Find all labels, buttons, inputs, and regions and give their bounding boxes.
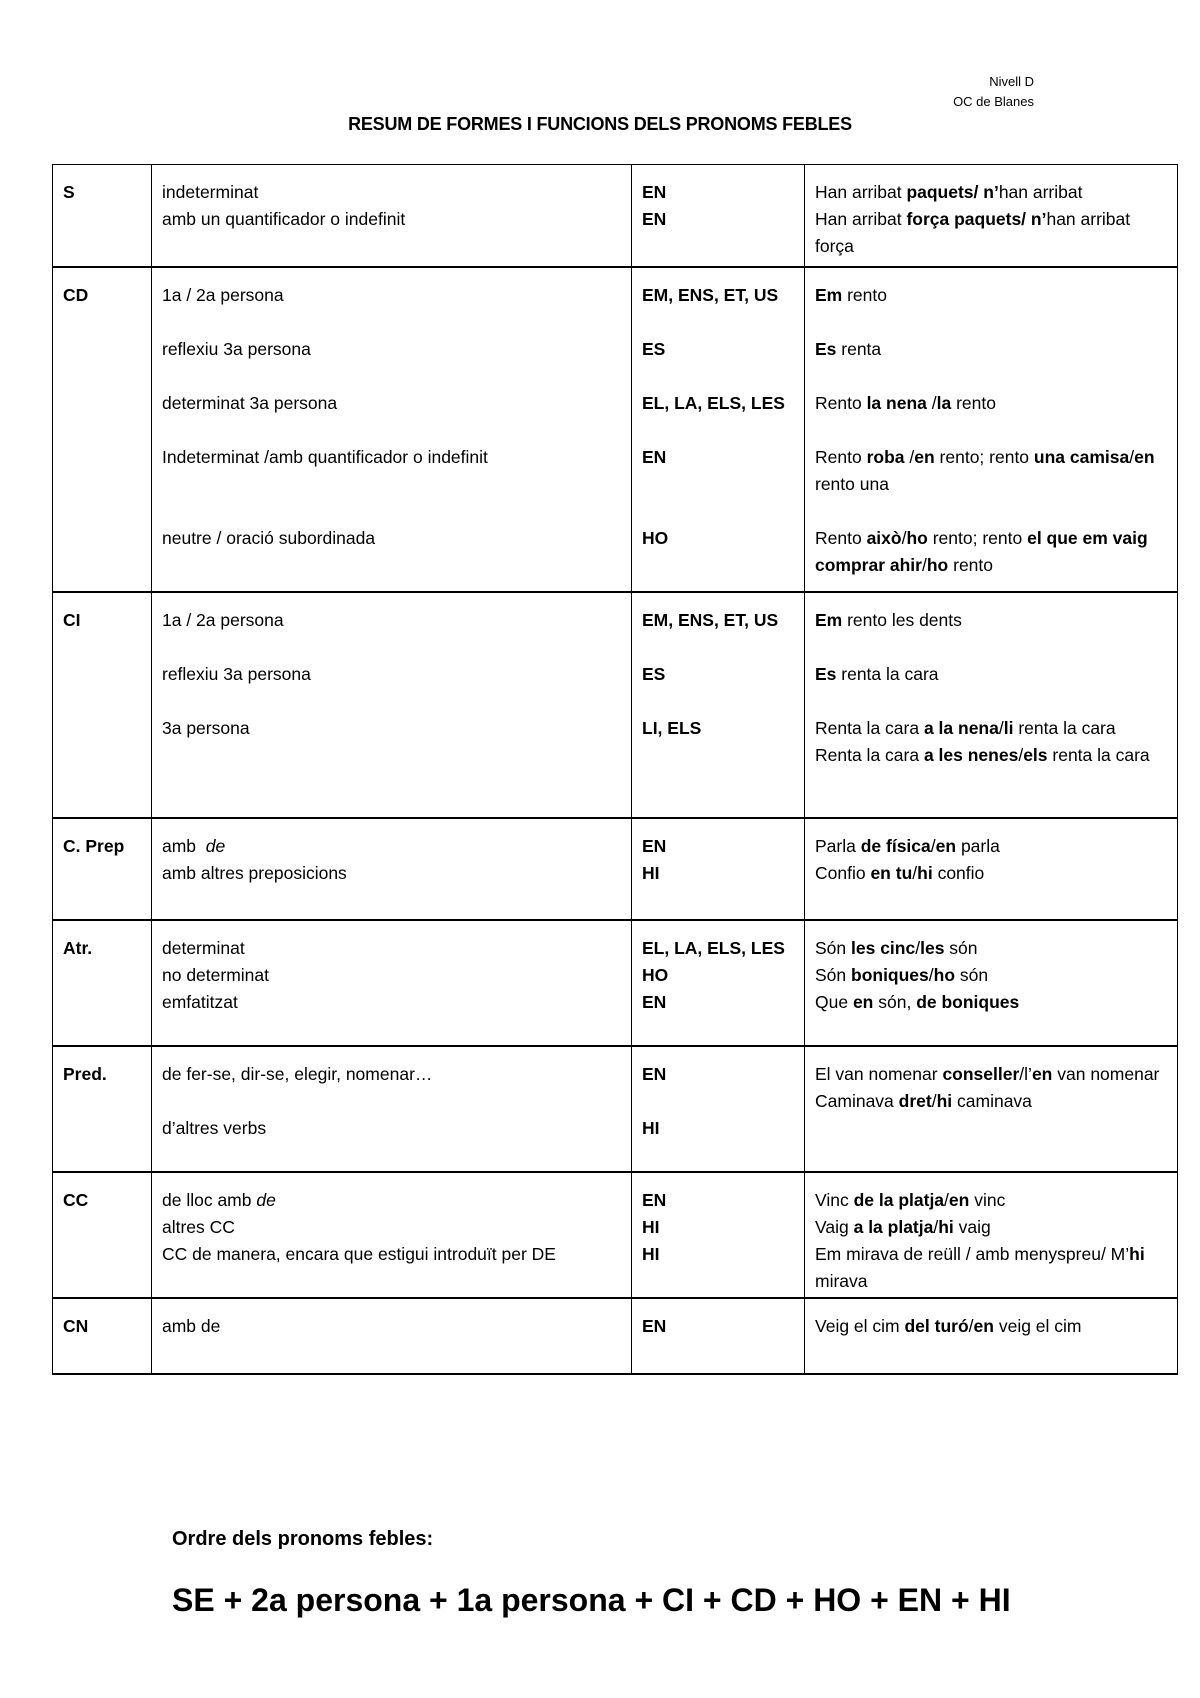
usage-description: determinat (162, 937, 245, 958)
description-cell (152, 1172, 632, 1298)
example-sentence: Rento la nena /la rento (815, 392, 996, 413)
function-cell (53, 1172, 152, 1298)
description-cell (152, 165, 632, 267)
function-label: S (63, 182, 75, 202)
function-label: Pred. (63, 1063, 107, 1084)
usage-description: de lloc amb de (162, 1189, 276, 1210)
example-cell (805, 920, 1178, 1046)
pronoun-form: EL, LA, ELS, LES (642, 937, 785, 958)
table-row (53, 1298, 1178, 1374)
function-cell (53, 1298, 152, 1374)
pronoun-form: ES (642, 338, 666, 359)
usage-description: 1a / 2a persona (162, 609, 284, 630)
example-cell (805, 267, 1178, 592)
function-label: C. Prep (63, 835, 125, 856)
function-label: CN (63, 1315, 89, 1336)
function-cell (53, 818, 152, 920)
function-label: CD (63, 284, 89, 305)
pronoun-form: EM, ENS, ET, US (642, 284, 779, 305)
function-cell (53, 165, 152, 267)
example-cell (805, 1046, 1178, 1172)
example-sentence: Renta la cara a la nena/li renta la cara (815, 717, 1116, 738)
description-cell (152, 1046, 632, 1172)
pronoun-form: EN (642, 991, 667, 1012)
example-sentence: Em rento les dents (815, 609, 962, 630)
example-sentence: Parla de física/en parla (815, 835, 1000, 856)
pronoun-form: HO (642, 964, 669, 985)
pronoun-form: EN (642, 1189, 667, 1210)
pronoun-cell (632, 1172, 805, 1298)
usage-description: reflexiu 3a persona (162, 663, 311, 684)
header-info (953, 72, 1034, 112)
description-cell (152, 818, 632, 920)
example-sentence: Rento roba /en rento; rento una camisa/en rento una (815, 446, 1155, 494)
pronoun-cell (632, 267, 805, 592)
example-sentence: Rento això/ho rento; rento el que em vaig comprar ahir/ho rento (815, 527, 1148, 575)
pronoun-form: EN (642, 446, 667, 467)
function-label: CI (63, 609, 81, 630)
function-label: CC (63, 1189, 89, 1210)
example-sentence: Han arribat paquets/ n’han arribat (815, 182, 1083, 202)
center-label: OC de Blanes (953, 94, 1034, 109)
usage-description: 1a / 2a persona (162, 284, 284, 305)
pronoun-form: HI (642, 862, 660, 883)
pronoun-cell (632, 592, 805, 818)
example-cell (805, 818, 1178, 920)
table-row (53, 920, 1178, 1046)
pronoun-form: EN (642, 182, 667, 202)
usage-description: altres CC (162, 1216, 235, 1237)
usage-description: amb de (162, 835, 226, 856)
description-cell (152, 920, 632, 1046)
function-cell (53, 920, 152, 1046)
pronoun-form: EN (642, 209, 667, 229)
usage-description: determinat 3a persona (162, 392, 338, 413)
pronoun-form: EN (642, 1315, 667, 1336)
usage-description: de fer-se, dir-se, elegir, nomenar… (162, 1063, 433, 1084)
pronoun-form: HI (642, 1216, 660, 1237)
table-row (53, 1046, 1178, 1172)
example-sentence: Són les cinc/les són (815, 937, 978, 958)
table-row (53, 818, 1178, 920)
usage-description: 3a persona (162, 717, 250, 738)
usage-description: Indeterminat /amb quantificador o indefinit (162, 446, 488, 467)
example-sentence: Confio en tu/hi confio (815, 862, 985, 883)
example-cell (805, 1172, 1178, 1298)
usage-description: emfatitzat (162, 991, 238, 1012)
description-cell (152, 592, 632, 818)
example-sentence: Vinc de la platja/en vinc (815, 1189, 1006, 1210)
example-sentence: Han arribat força paquets/ n’han arribat força (815, 209, 1131, 256)
pronoun-form: EN (642, 1063, 667, 1084)
function-cell (53, 592, 152, 818)
usage-description: no determinat (162, 964, 270, 985)
example-cell (805, 165, 1178, 267)
level-label: Nivell D (989, 74, 1034, 89)
example-sentence: Em mirava de reüll / amb menyspreu/ M’hi mirava (815, 1243, 1145, 1291)
pronoun-form: EL, LA, ELS, LES (642, 392, 785, 413)
pronoun-form: HO (642, 527, 669, 548)
pronoun-form: LI, ELS (642, 717, 702, 738)
usage-description: amb un quantificador o indefinit (162, 209, 406, 229)
description-cell (152, 267, 632, 592)
function-label: Atr. (63, 937, 93, 958)
pronoun-cell (632, 1298, 805, 1374)
usage-description: neutre / oració subordinada (162, 527, 376, 548)
pronoun-form: HI (642, 1243, 660, 1264)
pronoun-form: HI (642, 1117, 660, 1138)
usage-description: reflexiu 3a persona (162, 338, 311, 359)
order-label: Ordre dels pronoms febles: (172, 1528, 434, 1550)
table-row (53, 267, 1178, 592)
example-sentence: Són boniques/ho són (815, 964, 989, 985)
pronoun-form: EM, ENS, ET, US (642, 609, 779, 630)
pronoun-cell (632, 1046, 805, 1172)
example-sentence: Es renta (815, 338, 882, 359)
function-cell (53, 267, 152, 592)
usage-description: CC de manera, encara que estigui introduït per DE (162, 1243, 556, 1264)
example-cell (805, 1298, 1178, 1374)
document-title: RESUM DE FORMES I FUNCIONS DELS PRONOMS FEBLES (348, 114, 852, 134)
usage-description: d’altres verbs (162, 1117, 267, 1138)
example-sentence: El van nomenar conseller/l’en van nomenar (815, 1063, 1160, 1084)
example-sentence: Renta la cara a les nenes/els renta la cara (815, 744, 1150, 765)
pronoun-cell (632, 920, 805, 1046)
example-sentence: Vaig a la platja/hi vaig (815, 1216, 991, 1237)
example-sentence: Em rento (815, 284, 887, 305)
function-cell (53, 1046, 152, 1172)
example-sentence: Caminava dret/hi caminava (815, 1090, 1032, 1111)
usage-description: amb de (162, 1315, 221, 1336)
table-row (53, 592, 1178, 818)
order-formula: SE + 2a persona + 1a persona + CI + CD + HO + EN + HI (172, 1582, 1011, 1618)
example-cell (805, 592, 1178, 818)
table-row (53, 165, 1178, 267)
usage-description: indeterminat (162, 182, 259, 202)
pronoun-form: ES (642, 663, 666, 684)
example-sentence: Es renta la cara (815, 663, 939, 684)
pronoun-cell (632, 818, 805, 920)
table-row (53, 1172, 1178, 1298)
description-cell (152, 1298, 632, 1374)
pronouns-table (52, 164, 1178, 1375)
pronoun-cell (632, 165, 805, 267)
example-sentence: Veig el cim del turó/en veig el cim (815, 1315, 1082, 1336)
usage-description: amb altres preposicions (162, 862, 347, 883)
example-sentence: Que en són, de boniques (815, 991, 1020, 1012)
pronoun-form: EN (642, 835, 667, 856)
